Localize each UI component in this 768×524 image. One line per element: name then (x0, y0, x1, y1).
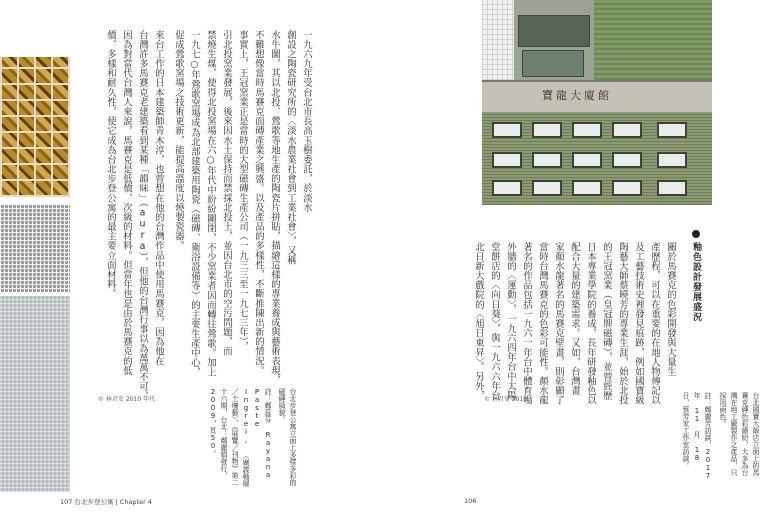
text-column: 來台工作的日本建築師青木淳，也曾想在他的台灣作品中使用馬賽克，因為他在 (153, 30, 164, 366)
left-notes (207, 388, 298, 488)
text-column: 產歷程，可以在重要的在地人物傳記以 (649, 242, 660, 406)
balcony (518, 15, 590, 47)
window (572, 122, 602, 138)
text-column: 引北投窯業發展，後來因水土保持而禁採北投土，並因台北市的空污問題，而 (221, 30, 232, 357)
lower-facade (482, 112, 712, 205)
text-column: 價、多樣和耐久性，使它成為台北步登公寓的最主要立面材料。 (105, 30, 116, 299)
window (532, 122, 562, 138)
window (572, 180, 602, 196)
window (572, 152, 602, 168)
yellow-tile-photo (0, 57, 70, 197)
text-column: 日本專業學院的養成，長年研發釉色以 (585, 242, 596, 406)
right-side-notes (680, 392, 761, 482)
text-column: 外牆的〈運動〉，一九六四年台中太陽 (505, 242, 516, 401)
window (657, 180, 687, 196)
text-column: 台灣許多馬賽克老建築看到某種「韻味」（aura），但他的台灣行事以為萬萬不可， (137, 30, 148, 402)
text-column: 禁燒生煤，使得北投窯場在六○年代中紛紛關閉，不少窯業者因而轉往鶯歌。加上 (205, 30, 216, 377)
text-column: 及工藝技術史裡發見痕跡，例如國寶級 (633, 242, 644, 406)
page-folio: 106 (464, 497, 477, 505)
window (492, 180, 522, 196)
text-column: 的王冠窯業（皇冠牌磁磚），並曾經歷 (601, 242, 612, 401)
note-column: 台北步登公寓立面上多樣多彩的磁磚風貌。 (278, 388, 297, 486)
bullet-icon (692, 230, 700, 238)
text-column: 北日新大戲院的〈旭日東昇〉。另外， (473, 242, 484, 401)
window (532, 180, 562, 196)
text-column: 著名的作品包括一九六一年台中體育場 (521, 242, 532, 406)
page-folio: 107 台北步登公寓 | Chapter 4 (60, 498, 152, 506)
white-tile-wall (482, 0, 514, 80)
text-column: 不難想像當時馬賽克面磚產業之興盛。以及產品的多樣性，不斷推陳出新的情況。 (253, 30, 264, 376)
text-column: 促成鶯歌窯場之技術更新，能提高溫度以燒製瓷器。 (173, 30, 184, 251)
text-column: 一九七○年鶯歌窯場成為北部建築用陶瓷（磁磚、衛浴設備等）的主要生產中心， (189, 30, 200, 377)
text-column: 配合大量的建築需求。又如，台灣畫 (569, 242, 580, 396)
window (492, 152, 522, 168)
section-heading: 釉色設計發展盛況 (691, 242, 701, 322)
grey-mosaic-photo (0, 205, 70, 293)
text-column: 因為對當代台灣人來說，馬賽克是低價、次級的材料。但當年也是由於馬賽克的低 (121, 30, 132, 376)
window (612, 180, 642, 196)
window (657, 122, 687, 138)
window (612, 122, 642, 138)
text-column: 陶藝大師蔡曉芳的專業生涯，始於北投 (617, 242, 628, 406)
text-column: 堂餅店的〈向日葵〉，與一九六六年台 (489, 242, 500, 401)
green-tile-wall (594, 0, 712, 80)
note-column: 註：鄭麗芳訪談，2017 年 11 月 18 日，蔡芳家工作室訪談。 (682, 392, 712, 480)
right-main-text (470, 242, 678, 442)
text-column: 關於馬賽克的色彩開發與大量生 (665, 242, 676, 377)
text-column: 事實上，王冠窯業正是當時的大型磁磚生產公司（一九三三至一九七三年）， (237, 30, 248, 352)
text-column: 家顏水龍著名的馬賽克壁畫，則彰顯了 (553, 242, 564, 406)
text-column: 一九六九年受台北市長高玉樹委託，於淡水 (301, 30, 312, 213)
window (532, 152, 562, 168)
photo-credit: © 林君安 2010 年代 (98, 396, 155, 403)
photo-credit: © 林君安 2010 (484, 396, 528, 403)
window (492, 122, 522, 138)
sign-text: 寶龍大廈館 (542, 89, 612, 102)
text-column: 當時台灣馬賽克的色彩可能性。顏水龍 (537, 242, 548, 406)
text-column: 創設之陶瓷研究所的〈淡水農業社會到工業社會〉，又稱 (285, 30, 296, 266)
window (522, 50, 584, 77)
window (612, 152, 642, 168)
building-photo (482, 0, 712, 205)
note-column: 註：鄭蕊芬 Rayana Paste Ingrei, 〈廣義釉層／土壤藝〉，《展覽／刊物》第二十六期，台北：鄭麗娟發行，2009，頁50。 (209, 388, 272, 487)
window (657, 152, 687, 168)
note-column: 台北國寶大飯店立面上的馬賽克磚色彩繽紛，大多為台灣在地工廠製作之產品，只採用兩色。 (719, 392, 760, 476)
blue-grey-mosaic-photo (0, 296, 70, 492)
text-column: 水牛圖，其以北投、鶯歌等地生產的陶瓷片拼貼，描繪這樣的專業養成與藝術表現， (269, 30, 280, 385)
